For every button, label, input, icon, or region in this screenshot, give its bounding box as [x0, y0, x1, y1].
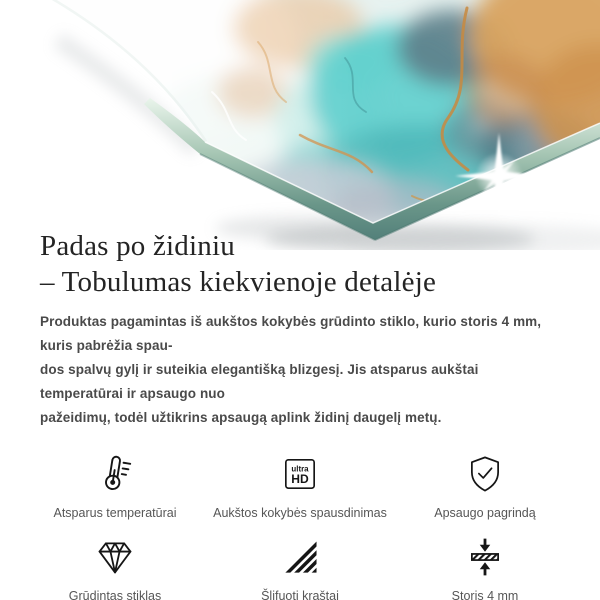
feature-thickness [410, 534, 560, 600]
feature-label: Apsaugo pagrindą [434, 506, 536, 520]
svg-text:ultra: ultra [291, 464, 309, 474]
description-line: dos spalvų gylį ir suteikia elegantišką blizgesį. Jis atsparus aukštai temperatūrai ir apsaugo nuo [40, 362, 479, 401]
feature-label: Šlifuoti kraštai [261, 589, 339, 600]
content-section [40, 228, 560, 600]
thickness-icon [462, 534, 508, 580]
feature-label: Aukštos kokybės spausdinimas [213, 506, 387, 520]
feature-heat-resistant [40, 451, 190, 521]
page-title-line2: – Tobulumas kiekvienoje detalėje [40, 266, 437, 298]
feature-polished-edges [213, 534, 387, 600]
feature-tempered-glass [40, 534, 190, 600]
page-title-line1: Padas po židiniu [40, 230, 235, 262]
feature-label: Grūdintas stiklas [68, 589, 162, 600]
thermometer-icon [92, 451, 138, 497]
description-line: Produktas pagamintas iš aukštos kokybės grūdinto stiklo, kurio storis 4 mm, kuris pabrėžia spau- [40, 314, 542, 353]
marble-print [0, 0, 600, 250]
feature-label: Atsparus temperatūrai [53, 506, 177, 520]
product-photo [0, 0, 600, 250]
feature-grid [40, 451, 560, 600]
product-description [40, 310, 560, 430]
svg-text:HD: HD [291, 472, 309, 487]
polished-edges-icon [277, 534, 323, 580]
feature-label: Storis 4 mm [451, 589, 519, 600]
description-line: pažeidimų, todėl užtikrins apsaugą aplink židinį daugelį metų. [40, 410, 442, 425]
page-title [40, 228, 560, 300]
glass-panel-image [0, 0, 600, 250]
feature-base-protection [410, 451, 560, 521]
shield-check-icon [462, 451, 508, 497]
ultra-hd-icon [277, 451, 323, 497]
feature-print-quality [213, 451, 387, 521]
diamond-icon [92, 534, 138, 580]
